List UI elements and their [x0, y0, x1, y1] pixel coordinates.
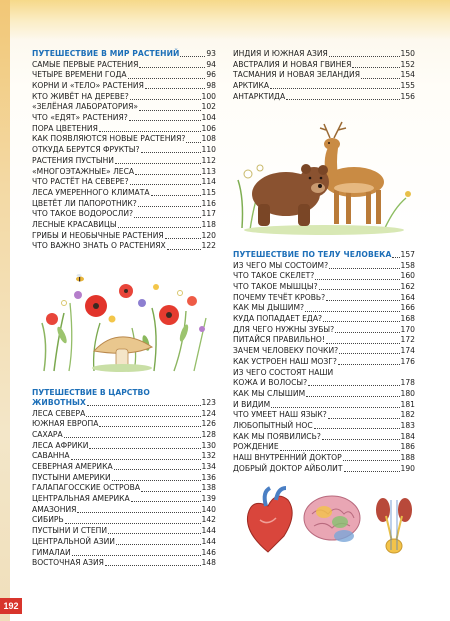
toc-title: КАК МЫ ПОЯВИЛИСЬ? — [233, 431, 321, 441]
dot-leader — [306, 396, 399, 397]
toc-title: ЦВЕТЁТ ЛИ ПАПОРОТНИК? — [32, 198, 137, 208]
toc-entry[interactable] — [233, 464, 415, 475]
toc-entry[interactable] — [233, 346, 415, 357]
toc-title: ЧТО ТАКОЕ ВОДОРОСЛИ? — [32, 209, 134, 219]
dot-leader — [326, 343, 400, 344]
bee-icon — [76, 274, 84, 282]
toc-title: АМАЗОНИЯ — [32, 504, 77, 514]
page-top-band — [0, 0, 450, 40]
toc-entry[interactable] — [32, 81, 216, 92]
toc-entry[interactable] — [233, 336, 415, 347]
dot-leader — [112, 480, 201, 481]
toc-entry[interactable] — [32, 135, 216, 146]
toc-page: 172 — [400, 335, 415, 345]
heart-brain-kidneys-illustration — [240, 486, 420, 558]
toc-entry[interactable] — [32, 515, 216, 526]
dot-leader — [141, 491, 200, 492]
dot-leader — [145, 88, 205, 89]
toc-animals-heading-line2[interactable] — [32, 398, 216, 408]
toc-entry-line1[interactable] — [233, 368, 415, 379]
toc-page: 186 — [400, 442, 415, 452]
toc-page: 114 — [201, 177, 216, 187]
toc-page: 182 — [400, 410, 415, 420]
toc-page: 130 — [201, 440, 216, 450]
toc-entry[interactable] — [32, 430, 216, 441]
dot-leader — [167, 249, 201, 250]
bear-and-deer-illustration — [234, 118, 414, 236]
toc-heading-title: ПУТЕШЕСТВИЕ В МИР РАСТЕНИЙ — [32, 48, 180, 58]
toc-entry[interactable] — [233, 410, 415, 421]
toc-page: 128 — [201, 429, 216, 439]
toc-title: КАК МЫ ДЫШИМ? — [233, 303, 305, 313]
toc-body-list — [233, 378, 415, 474]
dot-leader — [129, 120, 201, 121]
toc-title: АВСТРАЛИЯ И НОВАЯ ГВИНЕЯ — [233, 59, 352, 69]
toc-page: 156 — [400, 91, 415, 101]
toc-title: АНТАРКТИДА — [233, 91, 286, 101]
bear — [252, 164, 329, 226]
toc-entry[interactable] — [233, 432, 415, 443]
toc-plants-section — [32, 49, 216, 252]
toc-page: 158 — [400, 260, 415, 270]
toc-entry[interactable] — [233, 261, 415, 272]
toc-page: 123 — [201, 398, 216, 408]
toc-title: ОТКУДА БЕРУТСЯ ФРУКТЫ? — [32, 145, 140, 155]
toc-title: САМЫЕ ПЕРВЫЕ РАСТЕНИЯ — [32, 59, 139, 69]
toc-entry[interactable] — [233, 70, 415, 81]
toc-entry[interactable] — [233, 271, 415, 282]
dot-leader — [86, 416, 200, 417]
toc-title: ЧТО ТАКОЕ МЫШЦЫ? — [233, 282, 318, 292]
dot-leader — [116, 544, 201, 545]
toc-plants-heading[interactable] — [32, 49, 216, 60]
toc-title: ЧТО РАСТЁТ НА СЕВЕРЕ? — [32, 177, 129, 187]
dot-leader — [271, 407, 399, 408]
toc-page: 118 — [201, 219, 216, 229]
toc-entry[interactable] — [233, 60, 415, 71]
dot-leader — [165, 238, 201, 239]
toc-page: 155 — [400, 81, 415, 91]
toc-title: ЧЕТЫРЕ ВРЕМЕНИ ГОДА — [32, 70, 127, 80]
dot-leader — [135, 174, 200, 175]
toc-title: ЧТО УМЕЕТ НАШ ЯЗЫК? — [233, 410, 327, 420]
toc-page: 115 — [201, 187, 216, 197]
dot-leader — [139, 110, 200, 111]
toc-entry[interactable] — [32, 409, 216, 420]
toc-title: ПУСТЫНИ АМЕРИКИ — [32, 472, 111, 482]
dot-leader — [99, 426, 200, 427]
dot-leader — [280, 450, 400, 451]
toc-page: 116 — [201, 198, 216, 208]
toc-plants-list — [32, 60, 216, 252]
toc-page: 146 — [201, 547, 216, 557]
toc-entry[interactable] — [32, 220, 216, 231]
toc-body-heading[interactable] — [233, 250, 415, 261]
toc-page: 183 — [400, 420, 415, 430]
toc-animals-continued-list — [233, 49, 415, 102]
toc-heading-title: ПУТЕШЕСТВИЕ В ЦАРСТВО — [32, 388, 150, 397]
dot-leader — [105, 565, 201, 566]
toc-entry[interactable] — [32, 241, 216, 252]
toc-animals-list — [32, 409, 216, 569]
toc-page: 106 — [201, 123, 216, 133]
toc-page: 139 — [201, 494, 216, 504]
toc-page: 154 — [400, 70, 415, 80]
flowers-and-mushroom-illustration — [34, 273, 216, 373]
toc-title: ЛЮБОПЫТНЫЙ НОС — [233, 420, 313, 430]
toc-title: ГАЛАПАГОССКИЕ ОСТРОВА — [32, 483, 141, 493]
dot-leader — [134, 217, 200, 218]
toc-page: 180 — [400, 388, 415, 398]
toc-title: И ВИДИМ — [233, 399, 271, 409]
toc-entry[interactable] — [32, 441, 216, 452]
toc-entry[interactable] — [32, 451, 216, 462]
toc-entry[interactable] — [32, 537, 216, 548]
dot-leader — [352, 67, 399, 68]
dot-leader — [99, 131, 201, 132]
toc-entry[interactable] — [233, 325, 415, 336]
toc-entry[interactable] — [32, 462, 216, 473]
toc-page: 100 — [201, 91, 216, 101]
toc-entry[interactable] — [233, 293, 415, 304]
toc-page: 144 — [201, 526, 216, 536]
dot-leader — [139, 67, 205, 68]
toc-page: 104 — [201, 113, 216, 123]
toc-page: 157 — [400, 249, 415, 259]
toc-title: ПУСТЫНИ И СТЕПИ — [32, 526, 108, 536]
toc-title: ИЗ ЧЕГО СОСТОЯТ НАШИ — [233, 367, 334, 377]
toc-title: ЛЕСА СЕВЕРА — [32, 408, 86, 418]
toc-entry[interactable] — [233, 357, 415, 368]
toc-entry[interactable] — [233, 314, 415, 325]
toc-body-section — [233, 250, 415, 474]
toc-page: 164 — [400, 292, 415, 302]
dot-leader — [138, 206, 201, 207]
toc-animals-heading-line1[interactable] — [32, 388, 216, 398]
dot-leader — [115, 163, 201, 164]
toc-page: 188 — [400, 453, 415, 463]
toc-heading-title: ЖИВОТНЫХ — [32, 398, 86, 408]
toc-entry[interactable] — [32, 177, 216, 188]
dot-leader — [286, 99, 399, 100]
dot-leader — [65, 523, 201, 524]
toc-entry[interactable] — [32, 188, 216, 199]
toc-page: 184 — [400, 431, 415, 441]
toc-title: ПОРА ЦВЕТЕНИЯ — [32, 123, 98, 133]
toc-title: ПОЧЕМУ ТЕЧЁТ КРОВЬ? — [233, 292, 326, 302]
page-number-badge: 192 — [0, 598, 22, 614]
toc-title: ВОСТОЧНАЯ АЗИЯ — [32, 558, 104, 568]
toc-title: СЕВЕРНАЯ АМЕРИКА — [32, 462, 113, 472]
dot-leader — [77, 512, 200, 513]
toc-page: 140 — [201, 504, 216, 514]
toc-animals-section — [32, 388, 216, 569]
dot-leader — [361, 78, 399, 79]
toc-title: ГРИБЫ И НЕОБЫЧНЫЕ РАСТЕНИЯ — [32, 230, 164, 240]
toc-entry[interactable] — [32, 231, 216, 242]
dot-leader — [89, 448, 200, 449]
toc-title: АРКТИКА — [233, 81, 270, 91]
toc-title: ЦЕНТРАЛЬНАЯ АМЕРИКА — [32, 494, 130, 504]
toc-page: 126 — [201, 419, 216, 429]
toc-page: 152 — [400, 59, 415, 69]
dot-leader — [130, 99, 201, 100]
toc-page: 142 — [201, 515, 216, 525]
dot-leader — [114, 469, 201, 470]
dot-leader — [131, 501, 201, 502]
toc-page: 136 — [201, 472, 216, 482]
dot-leader — [87, 405, 201, 406]
toc-title: «МНОГОЭТАЖНЫЕ» ЛЕСА — [32, 166, 135, 176]
toc-page: 168 — [400, 314, 415, 324]
toc-title: ИНДИЯ И ЮЖНАЯ АЗИЯ — [233, 48, 328, 58]
toc-page: 132 — [201, 451, 216, 461]
mushroom — [92, 337, 152, 372]
dot-leader — [151, 195, 201, 196]
toc-page: 138 — [201, 483, 216, 493]
dot-leader — [323, 321, 399, 322]
toc-page: 170 — [400, 324, 415, 334]
toc-entry[interactable] — [32, 558, 216, 569]
toc-page: 124 — [201, 408, 216, 418]
dot-leader — [315, 279, 399, 280]
toc-entry[interactable] — [32, 473, 216, 484]
toc-entry[interactable] — [32, 92, 216, 103]
toc-entry[interactable] — [233, 303, 415, 314]
poppy-flowers — [46, 284, 197, 325]
toc-page: 113 — [201, 166, 216, 176]
toc-entry[interactable] — [32, 167, 216, 178]
toc-page: 108 — [201, 134, 216, 144]
toc-title: СИБИРЬ — [32, 515, 64, 525]
toc-title: КТО ЖИВЁТ НА ДЕРЕВЕ? — [32, 91, 129, 101]
dot-leader — [322, 439, 400, 440]
toc-page: 122 — [201, 241, 216, 251]
dot-leader — [130, 184, 201, 185]
toc-page: 176 — [400, 356, 415, 366]
toc-heading-title: ПУТЕШЕСТВИЕ ПО ТЕЛУ ЧЕЛОВЕКА — [233, 249, 392, 259]
toc-entry[interactable] — [32, 113, 216, 124]
dot-leader — [305, 311, 399, 312]
toc-entry[interactable] — [32, 156, 216, 167]
toc-entry[interactable] — [32, 124, 216, 135]
kidneys-icon — [376, 498, 412, 553]
toc-page: 166 — [400, 303, 415, 313]
toc-title: «ЗЕЛЁНАЯ ЛАБОРАТОРИЯ» — [32, 102, 139, 112]
toc-entry[interactable] — [32, 526, 216, 537]
dot-leader — [343, 460, 400, 461]
toc-entry[interactable] — [233, 442, 415, 453]
toc-entry[interactable] — [32, 483, 216, 494]
dot-leader — [128, 78, 206, 79]
dot-leader — [319, 289, 400, 290]
toc-title: ДОБРЫЙ ДОКТОР АЙБОЛИТ — [233, 463, 343, 473]
toc-page: 162 — [400, 282, 415, 292]
heart-icon — [247, 488, 292, 552]
toc-title: НАШ ВНУТРЕННИЙ ДОКТОР — [233, 453, 342, 463]
toc-entry[interactable] — [233, 92, 415, 103]
toc-page: 110 — [201, 145, 216, 155]
toc-page: 117 — [201, 209, 216, 219]
dot-leader — [141, 152, 201, 153]
toc-title: КОРНИ И «ТЕЛО» РАСТЕНИЯ — [32, 81, 144, 91]
dot-leader — [71, 459, 201, 460]
toc-title: ЮЖНАЯ ЕВРОПА — [32, 419, 99, 429]
toc-page: 120 — [201, 230, 216, 240]
toc-title: КАК ПОЯВЛЯЮТСЯ НОВЫЕ РАСТЕНИЯ? — [32, 134, 186, 144]
toc-title: РАСТЕНИЯ ПУСТЫНИ — [32, 155, 114, 165]
dot-leader — [326, 300, 399, 301]
toc-title: ЧТО ВАЖНО ЗНАТЬ О РАСТЕНИЯХ — [32, 241, 166, 251]
toc-title: ГИМАЛАИ — [32, 547, 71, 557]
toc-title: ТАСМАНИЯ И НОВАЯ ЗЕЛАНДИЯ — [233, 70, 361, 80]
toc-entry[interactable] — [32, 209, 216, 220]
dot-leader — [64, 437, 201, 438]
dot-leader — [180, 56, 205, 57]
toc-entry[interactable] — [233, 400, 415, 411]
toc-entry[interactable] — [32, 145, 216, 156]
toc-title: ДЛЯ ЧЕГО НУЖНЫ ЗУБЫ? — [233, 324, 335, 334]
toc-title: ЛЕСА УМЕРЕННОГО КЛИМАТА — [32, 187, 150, 197]
toc-title: ЧТО «ЕДЯТ» РАСТЕНИЯ? — [32, 113, 128, 123]
toc-page: 190 — [400, 463, 415, 473]
toc-page: 178 — [400, 378, 415, 388]
toc-entry[interactable] — [233, 282, 415, 293]
dot-leader — [335, 332, 399, 333]
dot-leader — [339, 353, 399, 354]
toc-entry[interactable] — [233, 389, 415, 400]
toc-page: 94 — [206, 59, 216, 69]
toc-title: ЗАЧЕМ ЧЕЛОВЕКУ ПОЧКИ? — [233, 346, 339, 356]
dot-leader — [392, 257, 399, 258]
dot-leader — [72, 555, 201, 556]
dot-leader — [314, 428, 400, 429]
toc-entry[interactable] — [233, 453, 415, 464]
toc-title: РОЖДЕНИЕ — [233, 442, 279, 452]
toc-page: 144 — [201, 536, 216, 546]
toc-title: КОЖА И ВОЛОСЫ? — [233, 378, 308, 388]
dot-leader — [338, 364, 400, 365]
toc-title: ПИТАЙСЯ ПРАВИЛЬНО! — [233, 335, 325, 345]
dot-leader — [108, 533, 200, 534]
dot-leader — [308, 385, 399, 386]
dot-leader — [270, 88, 399, 89]
toc-animals-continued-section — [233, 49, 415, 102]
toc-page: 93 — [206, 48, 216, 58]
small-flowers — [62, 284, 206, 332]
toc-title: САВАННА — [32, 451, 70, 461]
toc-title: ЛЕСНЫЕ КРАСАВИЦЫ — [32, 219, 117, 229]
toc-title: КАК МЫ СЛЫШИМ — [233, 388, 306, 398]
toc-entry[interactable] — [32, 60, 216, 71]
toc-entry[interactable] — [233, 49, 415, 60]
toc-title: САХАРА — [32, 429, 63, 439]
dot-leader — [329, 268, 399, 269]
toc-title: ЦЕНТРАЛЬНОЙ АЗИИ — [32, 536, 115, 546]
toc-body-list — [233, 261, 415, 368]
toc-page: 148 — [201, 558, 216, 568]
toc-entry[interactable] — [32, 505, 216, 516]
toc-title: КАК УСТРОЕН НАШ МОЗГ? — [233, 356, 337, 366]
toc-entry[interactable] — [233, 421, 415, 432]
brain-icon — [304, 496, 360, 542]
toc-page: 160 — [400, 271, 415, 281]
toc-entry[interactable] — [32, 70, 216, 81]
deer — [320, 122, 384, 224]
toc-entry[interactable] — [233, 81, 415, 92]
toc-title: КУДА ПОПАДАЕТ ЕДА? — [233, 314, 323, 324]
toc-entry[interactable] — [233, 378, 415, 389]
toc-page: 174 — [400, 346, 415, 356]
toc-entry[interactable] — [32, 548, 216, 559]
toc-page: 102 — [201, 102, 216, 112]
toc-page: 150 — [400, 48, 415, 58]
dot-leader — [329, 56, 400, 57]
toc-page: 98 — [206, 81, 216, 91]
toc-title: ИЗ ЧЕГО МЫ СОСТОИМ? — [233, 260, 329, 270]
dot-leader — [186, 142, 200, 143]
dot-leader — [328, 418, 400, 419]
toc-entry[interactable] — [32, 199, 216, 210]
toc-entry[interactable] — [32, 494, 216, 505]
toc-entry[interactable] — [32, 102, 216, 113]
dot-leader — [118, 227, 201, 228]
toc-title: ЧТО ТАКОЕ СКЕЛЕТ? — [233, 271, 315, 281]
toc-entry[interactable] — [32, 419, 216, 430]
toc-page: 134 — [201, 462, 216, 472]
toc-title: ЛЕСА АФРИКИ — [32, 440, 89, 450]
toc-page: 181 — [400, 399, 415, 409]
page-left-band — [0, 0, 10, 621]
toc-page: 96 — [206, 70, 216, 80]
toc-page: 112 — [201, 155, 216, 165]
dot-leader — [344, 471, 400, 472]
